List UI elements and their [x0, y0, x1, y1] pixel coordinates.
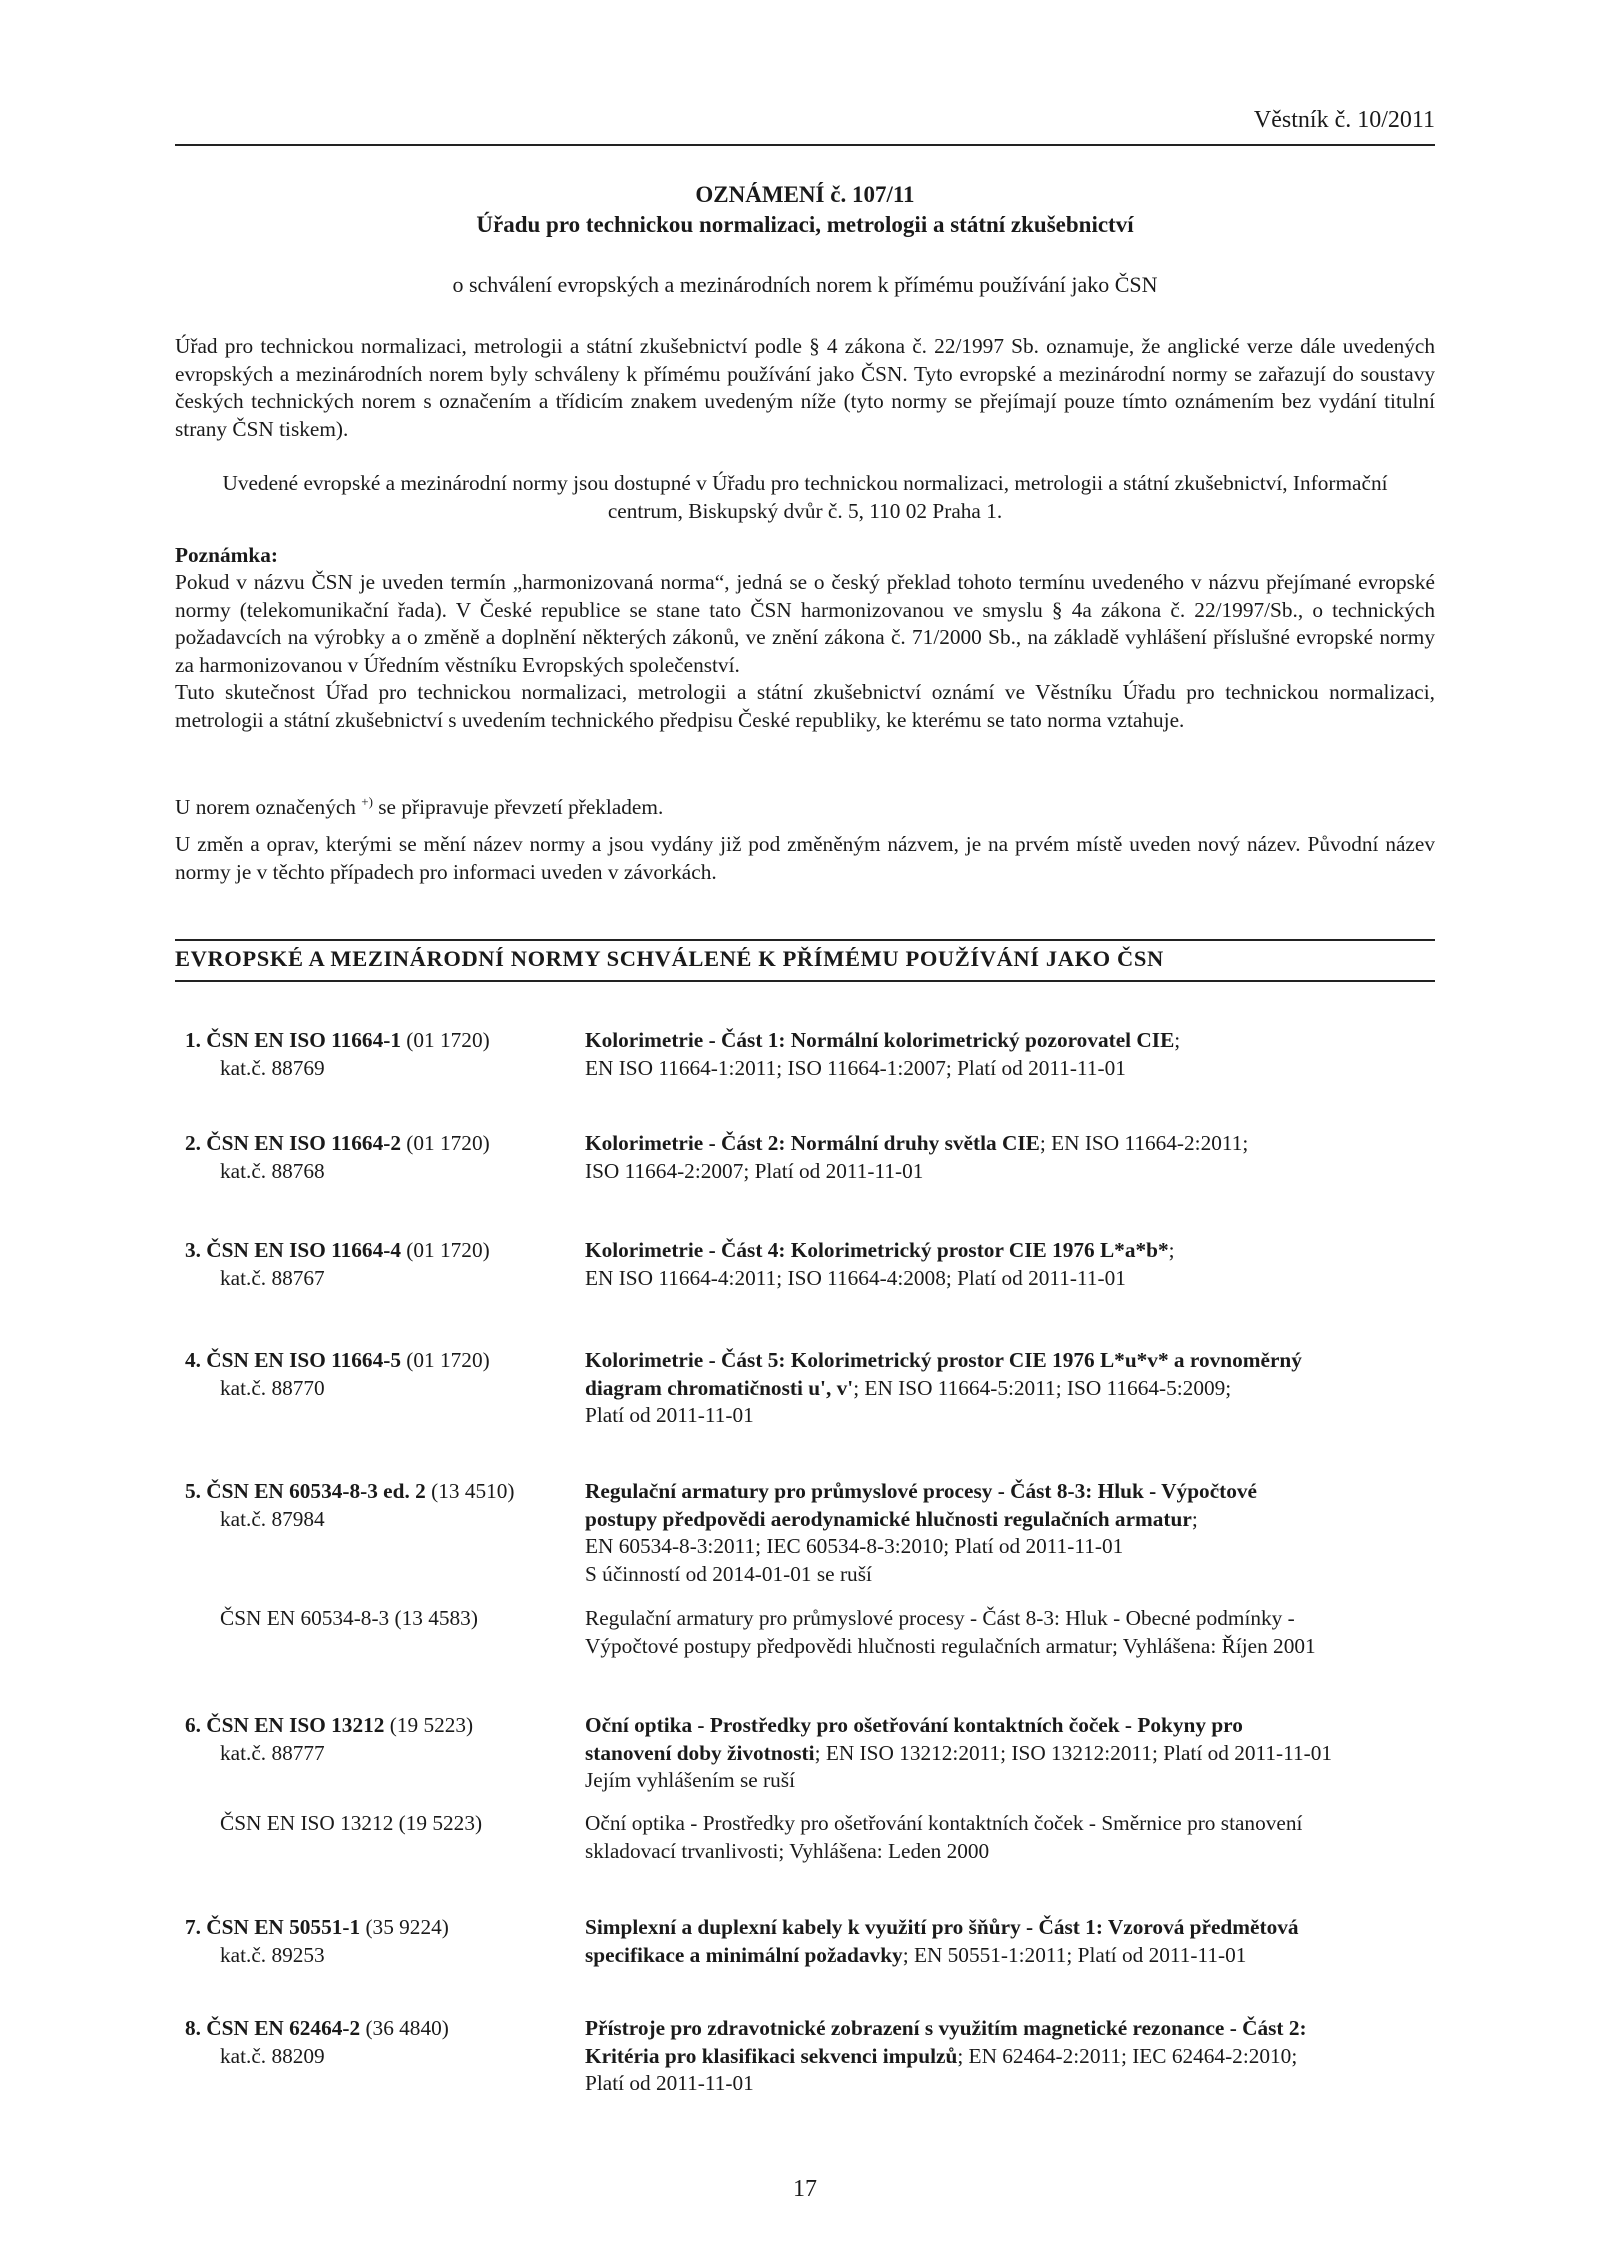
changes-note: U změn a oprav, kterými se mění název normy a jsou vydány již pod změněným názvem, je na prvém místě uveden nový název. Původní název normy je v těchto případech pro informaci uveden v závorkách. — [175, 832, 1435, 884]
availability-paragraph: Uvedené evropské a mezinárodní normy jsou dostupné v Úřadu pro technickou normalizaci, metrologii a státní zkušebnictví, Informační centrum, Biskupský dvůr č. 5, 110 02 Praha 1. — [222, 471, 1388, 523]
announcement-subject: o schválení evropských a mezinárodních norem k přímému používání jako ČSN — [452, 272, 1158, 297]
section-title: EVROPSKÉ A MEZINÁRODNÍ NORMY SCHVÁLENÉ K PŘÍMÉMU POUŽÍVÁNÍ JAKO ČSN — [175, 946, 1164, 971]
catalog-number: kat.č. 89253 — [220, 1942, 325, 1967]
header-rule — [175, 144, 1435, 146]
journal-header: Věstník č. 10/2011 — [1253, 107, 1435, 133]
announcement-title: OZNÁMENÍ č. 107/11 — [695, 182, 915, 207]
section-rule-bottom — [175, 980, 1435, 982]
translation-mark: +) — [361, 794, 373, 809]
catalog-number: kat.č. 88770 — [220, 1375, 325, 1400]
page-number: 17 — [793, 2176, 817, 2202]
section-rule-top — [175, 939, 1435, 941]
announcement-authority: Úřadu pro technickou normalizaci, metrologii a státní zkušebnictví — [476, 212, 1134, 237]
note-paragraph-2: Tuto skutečnost Úřad pro technickou normalizaci, metrologii a státní zkušebnictví oznámí ve Věstníku Úřadu pro technickou normalizaci, metrologii a státní zkušebnictví s uvedením technického předpisu České republiky, ke kterému se tato norma vztahuje. — [175, 680, 1435, 732]
catalog-number: kat.č. 88209 — [220, 2043, 325, 2068]
translation-note: U norem označených +) se připravuje převzetí překladem. — [175, 794, 664, 820]
catalog-number: kat.č. 88767 — [220, 1265, 325, 1290]
note-label: Poznámka: — [175, 543, 278, 567]
catalog-number: kat.č. 88777 — [220, 1740, 325, 1765]
catalog-number: kat.č. 88769 — [220, 1055, 325, 1080]
catalog-number: kat.č. 88768 — [220, 1158, 325, 1183]
catalog-number: kat.č. 87984 — [220, 1506, 325, 1531]
intro-paragraph: Úřad pro technickou normalizaci, metrologii a státní zkušebnictví podle § 4 zákona č. 22/1997 Sb. oznamuje, že anglické verze dále uvedených evropských a mezinárodních norem byly schváleny k přímému používání jako ČSN. Tyto evropské a mezinárodní normy se zařazují do soustavy českých technických norem s označením a třídicím znakem uvedeným níže (tyto normy se přejímají pouze tímto oznámením bez vydání titulní strany ČSN tiskem). — [175, 334, 1435, 441]
note-paragraph-1: Pokud v názvu ČSN je uveden termín „harmonizovaná norma“, jedná se o český překlad tohoto termínu uvedeného v názvu přejímané evropské normy (telekomunikační řada). V České republice se stane tato ČSN harmonizovanou ve smyslu § 4a zákona č. 22/1997/Sb., o technických požadavcích na výrobky a o změně a doplnění některých zákonů, ve znění zákona č. 71/2000 Sb., na základě vyhlášení příslušné evropské normy za harmonizovanou v Úředním věstníku Evropských společenství. — [175, 570, 1435, 677]
